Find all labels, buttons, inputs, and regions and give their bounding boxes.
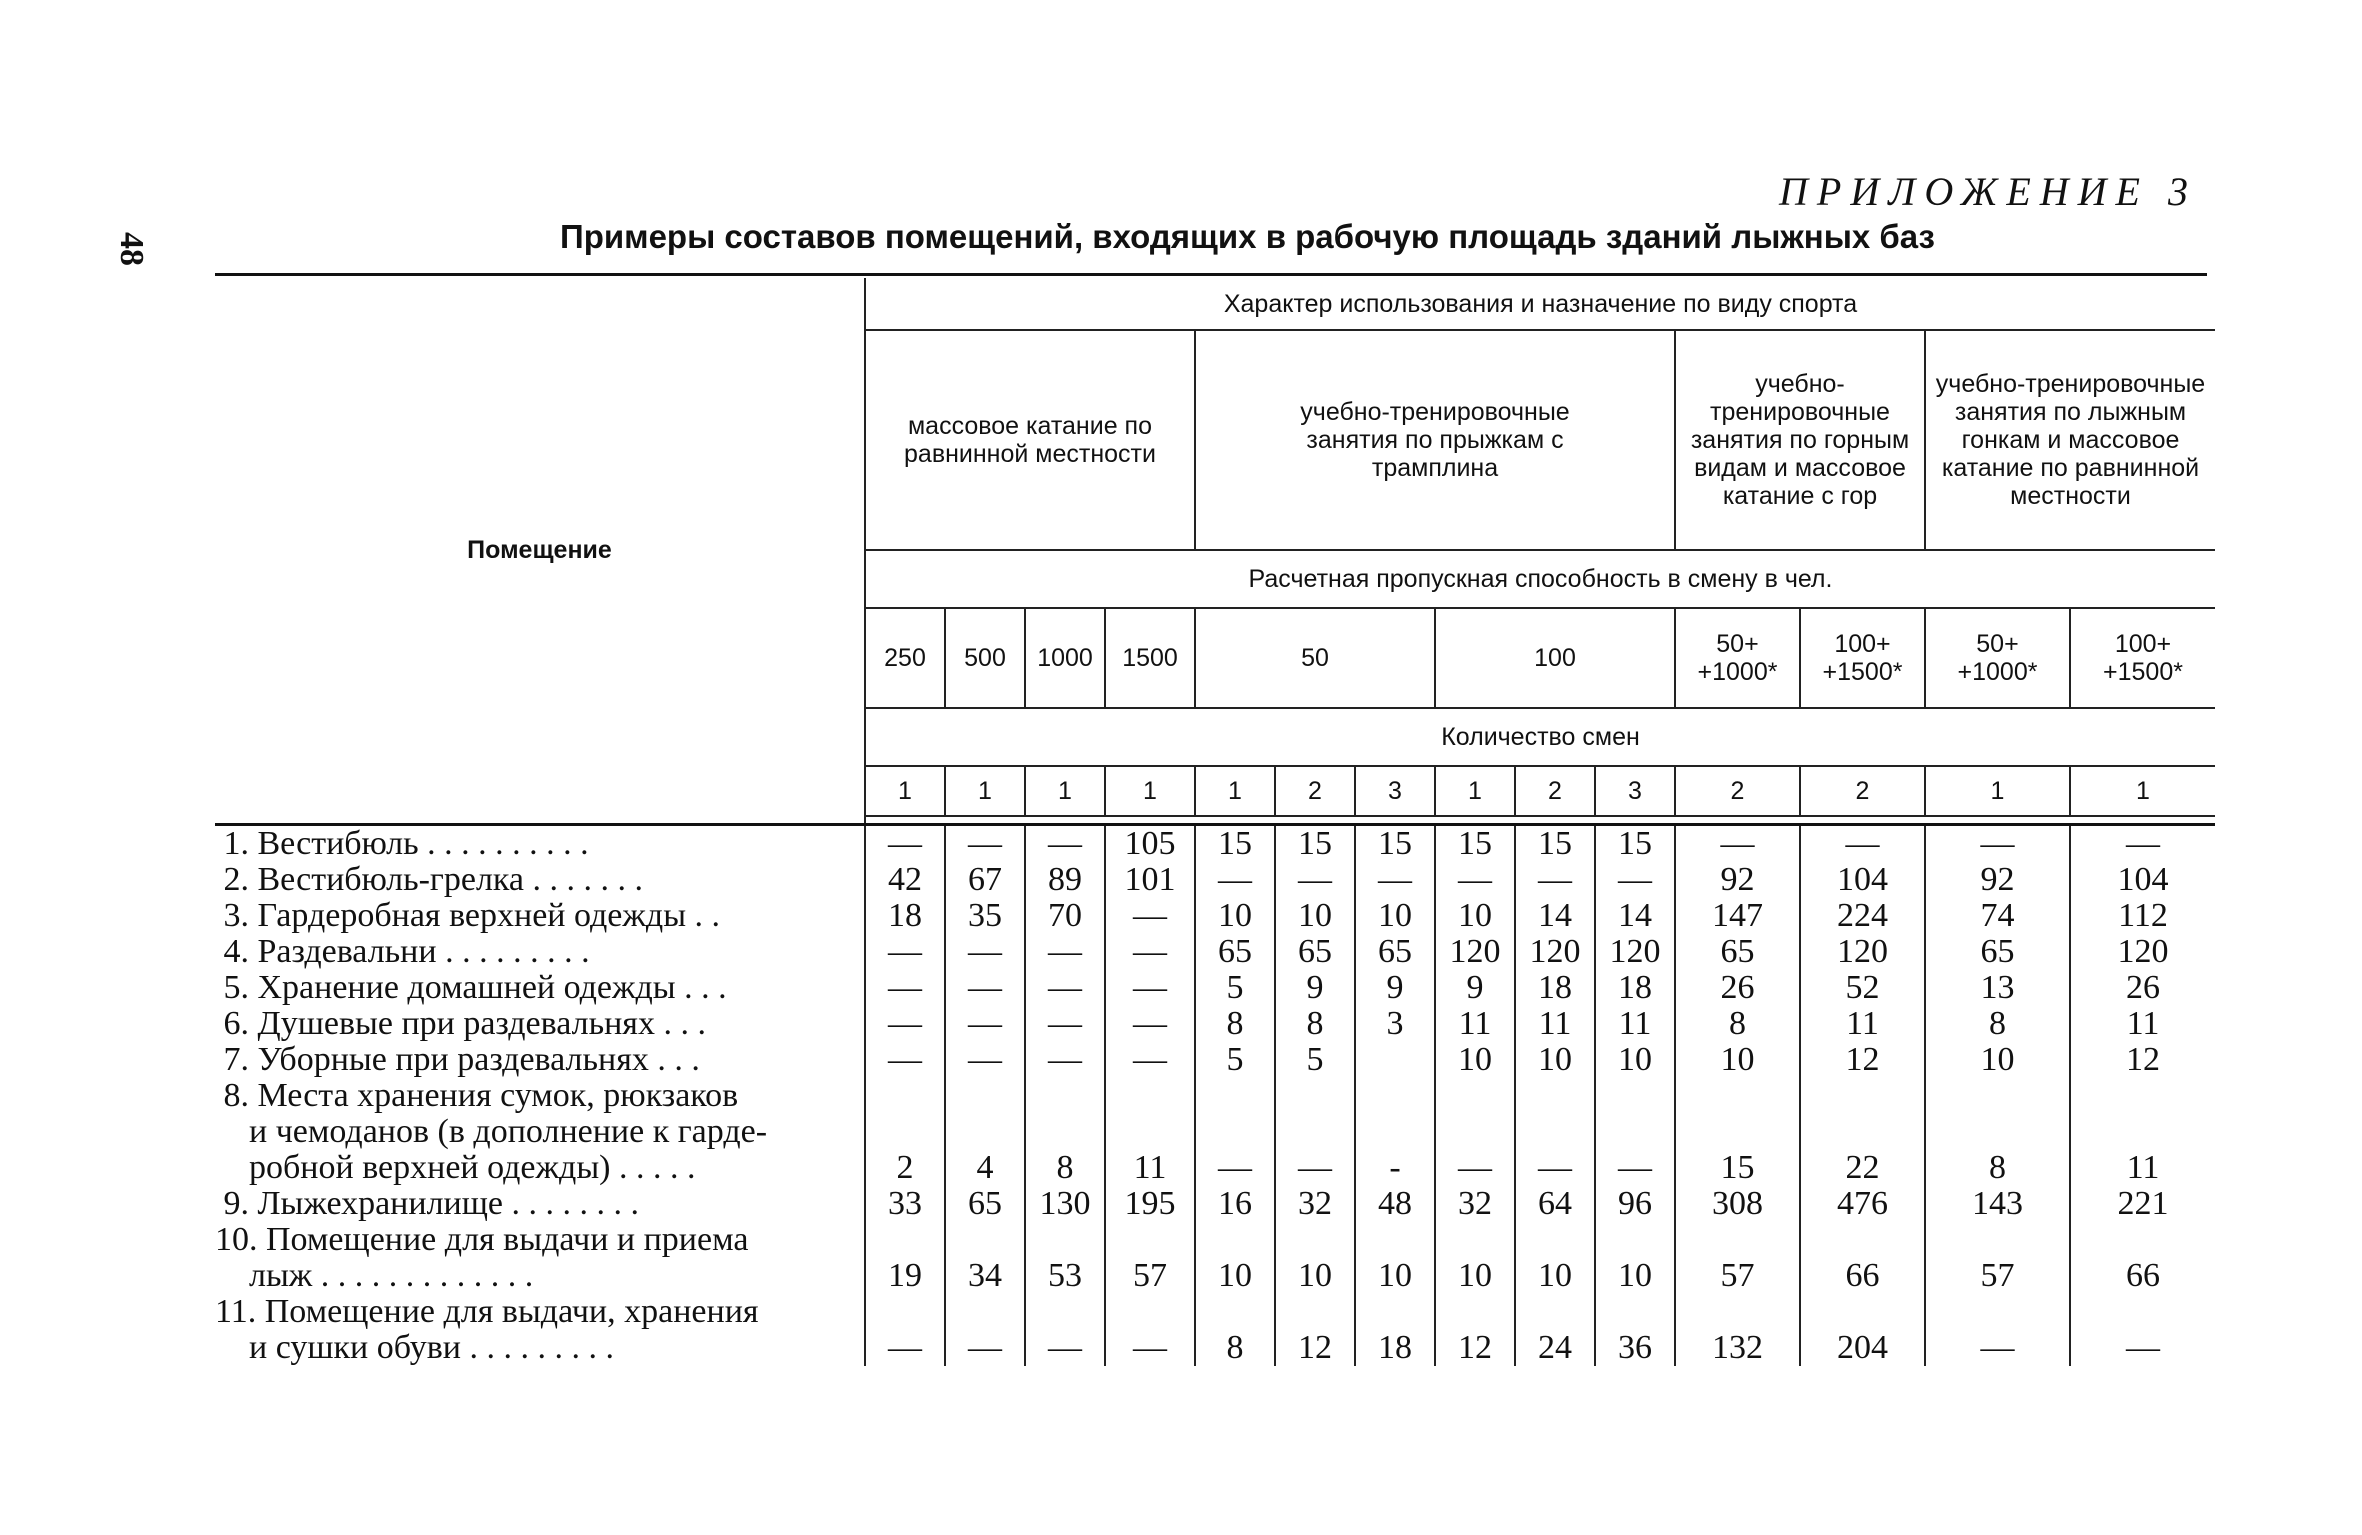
usage-title: Характер использования и назначение по виду спорта <box>865 278 2215 330</box>
value-cell: 14 <box>1515 898 1595 934</box>
value-cell: 143 <box>1925 1186 2070 1222</box>
value-cell: 11 <box>1105 1078 1195 1186</box>
value-cell: 15 <box>1355 824 1435 862</box>
value-cell: 67 <box>945 862 1025 898</box>
room-name: 7. Уборные при раздевальнях . . . <box>215 1040 700 1078</box>
value-cell: 11 <box>1800 1006 1925 1042</box>
table-row <box>215 1186 2215 1222</box>
value-cell: — <box>865 824 945 862</box>
value-cell: 15 <box>1435 824 1515 862</box>
shift-count-cell: 1 <box>1435 766 1515 816</box>
value-cell: 89 <box>1025 862 1105 898</box>
value-cell: 65 <box>1195 934 1275 970</box>
value-cell: 224 <box>1800 898 1925 934</box>
value-cell: 32 <box>1435 1186 1515 1222</box>
appendix-label: ПРИЛОЖЕНИЕ 3 <box>1779 169 2197 214</box>
value-cell: 10 <box>1675 1042 1800 1078</box>
value-cell: 10 <box>1275 898 1355 934</box>
table-row <box>215 862 2215 898</box>
shift-count-cell: 3 <box>1355 766 1435 816</box>
shift-count-cell: 1 <box>1105 766 1195 816</box>
value-cell: 130 <box>1025 1186 1105 1222</box>
value-cell: — <box>945 824 1025 862</box>
room-column-header: Помещение <box>467 536 612 565</box>
value-cell: 15 <box>1515 824 1595 862</box>
value-cell: — <box>1435 1078 1515 1186</box>
value-cell: 13 <box>1925 970 2070 1006</box>
value-cell: 8 <box>1025 1078 1105 1186</box>
value-cell: 10 <box>1595 1042 1675 1078</box>
value-cell: — <box>1105 1294 1195 1366</box>
value-cell: 10 <box>1595 1222 1675 1294</box>
value-cell: 15 <box>1195 824 1275 862</box>
shift-count-cell: 1 <box>945 766 1025 816</box>
value-cell: 15 <box>1675 1078 1800 1186</box>
value-cell: 18 <box>1355 1294 1435 1366</box>
value-cell: 8 <box>1675 1006 1800 1042</box>
capacity-cell: 1000 <box>1025 608 1105 708</box>
value-cell: — <box>1105 970 1195 1006</box>
capacity-cell: 50+ +1000* <box>1925 608 2070 708</box>
value-cell: 35 <box>945 898 1025 934</box>
value-cell: — <box>1675 824 1800 862</box>
value-cell: 36 <box>1595 1294 1675 1366</box>
value-cell: 8 <box>1275 1006 1355 1042</box>
value-cell: - <box>1355 1078 1435 1186</box>
value-cell: 65 <box>945 1186 1025 1222</box>
value-cell: — <box>1025 1006 1105 1042</box>
value-cell: — <box>945 1294 1025 1366</box>
value-cell: 11 <box>1435 1006 1515 1042</box>
value-cell: 53 <box>1025 1222 1105 1294</box>
value-cell: — <box>945 1042 1025 1078</box>
value-cell: — <box>1595 1078 1675 1186</box>
capacity-cell: 50+ +1000* <box>1675 608 1800 708</box>
table-row <box>215 898 2215 934</box>
value-cell: 120 <box>1435 934 1515 970</box>
value-cell: 65 <box>1275 934 1355 970</box>
value-cell: — <box>1105 934 1195 970</box>
value-cell: 10 <box>1435 1042 1515 1078</box>
value-cell: 26 <box>1675 970 1800 1006</box>
shift-count-cell: 2 <box>1675 766 1800 816</box>
room-name: 6. Душевые при раздевальнях . . . <box>215 1004 706 1042</box>
value-cell: 57 <box>1925 1222 2070 1294</box>
page-number: 48 <box>113 232 150 266</box>
value-cell: — <box>1595 862 1675 898</box>
capacity-cell: 100+ +1500* <box>2070 608 2215 708</box>
value-cell: 24 <box>1515 1294 1595 1366</box>
value-cell: 92 <box>1675 862 1800 898</box>
value-cell: 22 <box>1800 1078 1925 1186</box>
value-cell: 112 <box>2070 898 2215 934</box>
table-row <box>215 934 2215 970</box>
value-cell: 66 <box>2070 1222 2215 1294</box>
value-cell: 10 <box>1515 1222 1595 1294</box>
value-cell: 11 <box>2070 1006 2215 1042</box>
value-cell: 4 <box>945 1078 1025 1186</box>
table-row <box>215 1294 2215 1366</box>
value-cell: 308 <box>1675 1186 1800 1222</box>
capacity-cell: 100+ +1500* <box>1800 608 1925 708</box>
value-cell: 10 <box>1195 898 1275 934</box>
value-cell: 120 <box>1515 934 1595 970</box>
value-cell: — <box>1275 1078 1355 1186</box>
value-cell: 120 <box>1595 934 1675 970</box>
value-cell: — <box>1435 862 1515 898</box>
group-racing: учебно-тренировочные занятия по лыжным гонкам и массовое катание по равнинной местности <box>1925 330 2215 550</box>
shift-count-cell: 1 <box>2070 766 2215 816</box>
shift-count-cell: 1 <box>1025 766 1105 816</box>
value-cell: — <box>1025 1294 1105 1366</box>
capacity-cell: 250 <box>865 608 945 708</box>
value-cell: 104 <box>2070 862 2215 898</box>
value-cell: 10 <box>1275 1222 1355 1294</box>
room-name: 1. Вестибюль . . . . . . . . . . <box>215 824 865 862</box>
value-cell: 105 <box>1105 824 1195 862</box>
value-cell: 66 <box>1800 1222 1925 1294</box>
value-cell: 10 <box>1195 1222 1275 1294</box>
value-cell: 74 <box>1925 898 2070 934</box>
capacity-cell: 100 <box>1435 608 1675 708</box>
shifts-title: Количество смен <box>865 708 2215 766</box>
value-cell: 14 <box>1595 898 1675 934</box>
value-cell: 33 <box>865 1186 945 1222</box>
value-cell: — <box>1925 1294 2070 1366</box>
value-cell: — <box>1025 1042 1105 1078</box>
value-cell: — <box>945 934 1025 970</box>
value-cell: 10 <box>1355 1222 1435 1294</box>
capacity-title: Расчетная пропускная способность в смену в чел. <box>865 550 2215 608</box>
shift-count-cell: 2 <box>1275 766 1355 816</box>
room-name: 11. Помещение для выдачи, хранения и сушки обуви . . . . . . . . . <box>215 1292 759 1366</box>
value-cell: 8 <box>1195 1294 1275 1366</box>
value-cell: 65 <box>1675 934 1800 970</box>
table-row <box>215 824 2215 862</box>
value-cell: 12 <box>1275 1294 1355 1366</box>
table-row <box>215 970 2215 1006</box>
value-cell: 5 <box>1275 1042 1355 1078</box>
value-cell: 5 <box>1195 1042 1275 1078</box>
value-cell: 11 <box>1515 1006 1595 1042</box>
value-cell: 195 <box>1105 1186 1195 1222</box>
value-cell: 52 <box>1800 970 1925 1006</box>
value-cell: — <box>1105 1006 1195 1042</box>
value-cell: — <box>945 1006 1025 1042</box>
shift-count-cell: 1 <box>1195 766 1275 816</box>
value-cell: 9 <box>1275 970 1355 1006</box>
value-cell: — <box>1025 824 1105 862</box>
value-cell: 10 <box>1435 1222 1515 1294</box>
value-cell: — <box>865 1294 945 1366</box>
table-row <box>215 1042 2215 1078</box>
value-cell: 11 <box>1595 1006 1675 1042</box>
value-cell: 70 <box>1025 898 1105 934</box>
value-cell: 19 <box>865 1222 945 1294</box>
capacity-cell: 1500 <box>1105 608 1195 708</box>
shift-count-cell: 1 <box>865 766 945 816</box>
value-cell: 26 <box>2070 970 2215 1006</box>
room-name: 2. Вестибюль-грелка . . . . . . . <box>215 860 644 898</box>
value-cell: 3 <box>1355 1006 1435 1042</box>
value-cell: 221 <box>2070 1186 2215 1222</box>
value-cell: — <box>865 934 945 970</box>
value-cell: — <box>1025 934 1105 970</box>
value-cell: 64 <box>1515 1186 1595 1222</box>
value-cell: 42 <box>865 862 945 898</box>
value-cell: — <box>1025 970 1105 1006</box>
value-cell: — <box>1275 862 1355 898</box>
value-cell: — <box>2070 824 2215 862</box>
value-cell: 12 <box>1435 1294 1515 1366</box>
value-cell: — <box>1800 824 1925 862</box>
shift-count-cell: 3 <box>1595 766 1675 816</box>
value-cell: 204 <box>1800 1294 1925 1366</box>
value-cell: 9 <box>1435 970 1515 1006</box>
shift-count-cell: 1 <box>1925 766 2070 816</box>
value-cell: 120 <box>2070 934 2215 970</box>
value-cell: — <box>1515 862 1595 898</box>
value-cell: — <box>1195 1078 1275 1186</box>
value-cell: 2 <box>865 1078 945 1186</box>
value-cell: — <box>2070 1294 2215 1366</box>
shift-count-cell: 2 <box>1800 766 1925 816</box>
value-cell: 16 <box>1195 1186 1275 1222</box>
value-cell: — <box>1355 862 1435 898</box>
group-jumping: учебно-тренировочные занятия по прыжкам с трамплина <box>1195 330 1675 550</box>
value-cell: 120 <box>1800 934 1925 970</box>
group-mass-skiing: массовое катание по равнинной местности <box>865 330 1195 550</box>
capacity-cell: 50 <box>1195 608 1435 708</box>
value-cell: 96 <box>1595 1186 1675 1222</box>
value-cell <box>1355 1042 1435 1078</box>
value-cell: — <box>1925 824 2070 862</box>
value-cell: 18 <box>1595 970 1675 1006</box>
value-cell: 34 <box>945 1222 1025 1294</box>
table-row <box>215 1222 2215 1294</box>
page-title: Примеры составов помещений, входящих в рабочую площадь зданий лыжных баз <box>560 218 1935 255</box>
table-row <box>215 1006 2215 1042</box>
value-cell: — <box>1515 1078 1595 1186</box>
room-name: 8. Места хранения сумок, рюкзаков и чемоданов (в дополнение к гарде- робной верхней одежды) . . . . . <box>223 1076 768 1186</box>
room-name: 5. Хранение домашней одежды . . . <box>215 968 727 1006</box>
value-cell: 65 <box>1355 934 1435 970</box>
value-cell: 12 <box>2070 1042 2215 1078</box>
value-cell: — <box>1195 862 1275 898</box>
value-cell: 8 <box>1925 1006 2070 1042</box>
value-cell: — <box>865 970 945 1006</box>
value-cell: 57 <box>1675 1222 1800 1294</box>
value-cell: 32 <box>1275 1186 1355 1222</box>
value-cell: 92 <box>1925 862 2070 898</box>
value-cell: 18 <box>865 898 945 934</box>
value-cell: 132 <box>1675 1294 1800 1366</box>
title-rule <box>215 273 2207 276</box>
value-cell: 48 <box>1355 1186 1435 1222</box>
value-cell: 65 <box>1925 934 2070 970</box>
value-cell: — <box>945 970 1025 1006</box>
room-name: 4. Раздевальни . . . . . . . . . <box>215 932 590 970</box>
value-cell: 476 <box>1800 1186 1925 1222</box>
shift-count-cell: 2 <box>1515 766 1595 816</box>
value-cell: 9 <box>1355 970 1435 1006</box>
value-cell: — <box>865 1006 945 1042</box>
value-cell: 57 <box>1105 1222 1195 1294</box>
rooms-table <box>215 278 2215 1366</box>
value-cell: 10 <box>1515 1042 1595 1078</box>
value-cell: 12 <box>1800 1042 1925 1078</box>
room-name: 9. Лыжехранилище . . . . . . . . <box>215 1184 640 1222</box>
value-cell: — <box>1105 1042 1195 1078</box>
room-name: 10. Помещение для выдачи и приема лыж . . . . . . . . . . . . . <box>215 1220 749 1294</box>
value-cell: 10 <box>1435 898 1515 934</box>
value-cell: 104 <box>1800 862 1925 898</box>
value-cell: 18 <box>1515 970 1595 1006</box>
value-cell: 101 <box>1105 862 1195 898</box>
value-cell: — <box>1105 898 1195 934</box>
value-cell: 147 <box>1675 898 1800 934</box>
value-cell: 15 <box>1275 824 1355 862</box>
value-cell: 8 <box>1925 1078 2070 1186</box>
room-name: 3. Гардеробная верхней одежды . . <box>215 896 721 934</box>
value-cell: 11 <box>2070 1078 2215 1186</box>
value-cell: 5 <box>1195 970 1275 1006</box>
value-cell: — <box>865 1042 945 1078</box>
capacity-cell: 500 <box>945 608 1025 708</box>
value-cell: 8 <box>1195 1006 1275 1042</box>
value-cell: 15 <box>1595 824 1675 862</box>
table-row <box>215 1078 2215 1186</box>
value-cell: 10 <box>1925 1042 2070 1078</box>
value-cell: 10 <box>1355 898 1435 934</box>
group-alpine: учебно-тренировочные занятия по горным видам и массовое катание с гор <box>1675 330 1925 550</box>
